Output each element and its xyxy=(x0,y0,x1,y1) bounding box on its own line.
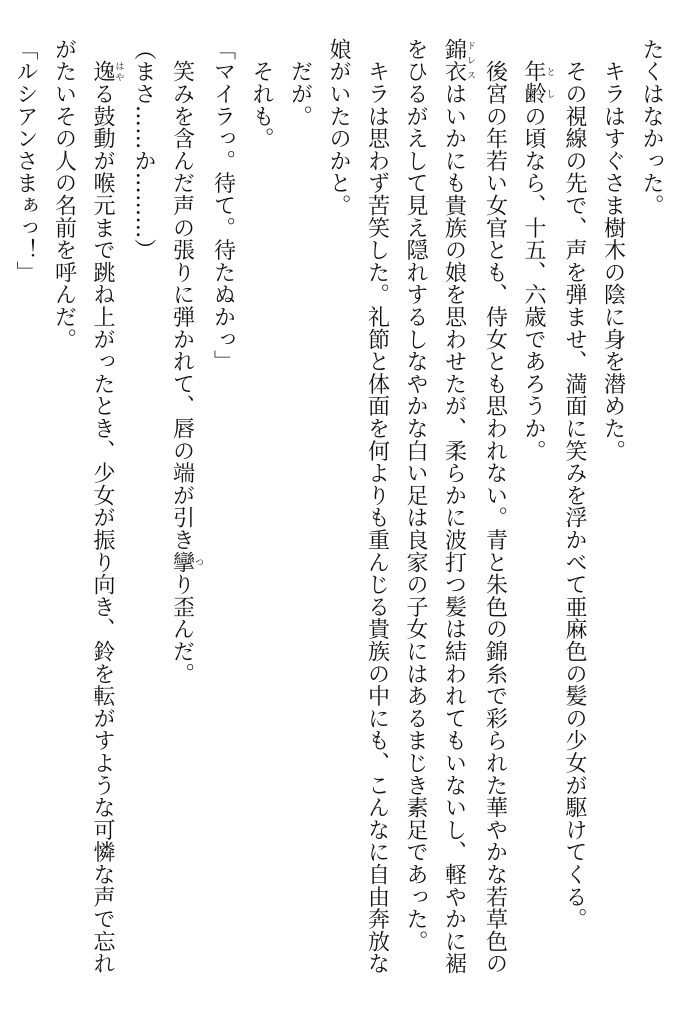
text-line: 「マイラっ。待て。待たぬかっ」 xyxy=(210,38,236,373)
ruby-word xyxy=(169,550,203,574)
ruby-base: 錦衣 xyxy=(441,38,467,83)
ruby-base: 逸 xyxy=(90,60,115,83)
text-segment xyxy=(521,38,546,60)
text-segment: はいかにも貴族の娘を思わせたが、柔らかに波打つ髪は結われてもいないし、軽やかに裾 xyxy=(441,82,467,975)
ruby-word xyxy=(521,60,555,105)
text-segment: 笑みを含んだ声の張りに弾かれて、唇の端が引き xyxy=(169,38,195,551)
text-line xyxy=(83,38,124,988)
ruby-word xyxy=(441,38,475,83)
text-line: キラはすぐさま樹木の陰に身を潜めた。 xyxy=(600,38,626,462)
text-line: 「ルシアンさまぁっ！」 xyxy=(13,38,38,284)
text-line: たくはなかった。 xyxy=(639,38,664,217)
text-line: その視線の先で、声を弾ませ、満面に笑みを浮かべて亜麻色の髪の少女が駆けてくる。 xyxy=(562,38,587,930)
text-line xyxy=(514,38,555,988)
text-segment xyxy=(90,38,115,60)
text-segment: の頃なら、十五、六歳であろうか。 xyxy=(521,104,546,462)
ruby-reading: はや xyxy=(113,60,124,83)
ruby-base: 攣 xyxy=(169,550,195,574)
text-line: （まさ……か………） xyxy=(131,38,156,261)
ruby-word xyxy=(90,60,124,83)
text-line: をひるがえして見え隠れするしなやかな白い足は良家の子女にはあるまじき素足であった。 xyxy=(403,38,428,953)
text-line: キラは思わず苦笑した。礼節と体面を何よりも重んじる貴族の中にも、こんなに自由奔放な xyxy=(364,38,390,975)
text-line xyxy=(434,38,475,988)
text-line: だが。 xyxy=(287,38,313,128)
text-line: 娘がいたのかと。 xyxy=(326,38,351,217)
ruby-reading: とし xyxy=(544,60,555,105)
text-line: がたいその人の名前を呼んだ。 xyxy=(51,38,77,351)
ruby-base: 年齢 xyxy=(521,60,546,105)
vertical-text-body xyxy=(6,38,671,988)
ruby-reading: ドレス xyxy=(465,38,475,83)
text-line: 後宮の年若い女官とも、侍女とも思われない。青と朱色の錦糸で彩られた華やかな若草色の xyxy=(482,38,508,975)
text-line: それも。 xyxy=(249,38,274,150)
text-segment: り歪んだ。 xyxy=(169,573,195,685)
text-line xyxy=(162,38,203,988)
ruby-reading: つ xyxy=(193,550,203,574)
text-segment: る鼓動が喉元まで跳ね上がったとき、少女が振り向き、鈴を転がすような可憐な声で忘れ xyxy=(90,82,115,975)
